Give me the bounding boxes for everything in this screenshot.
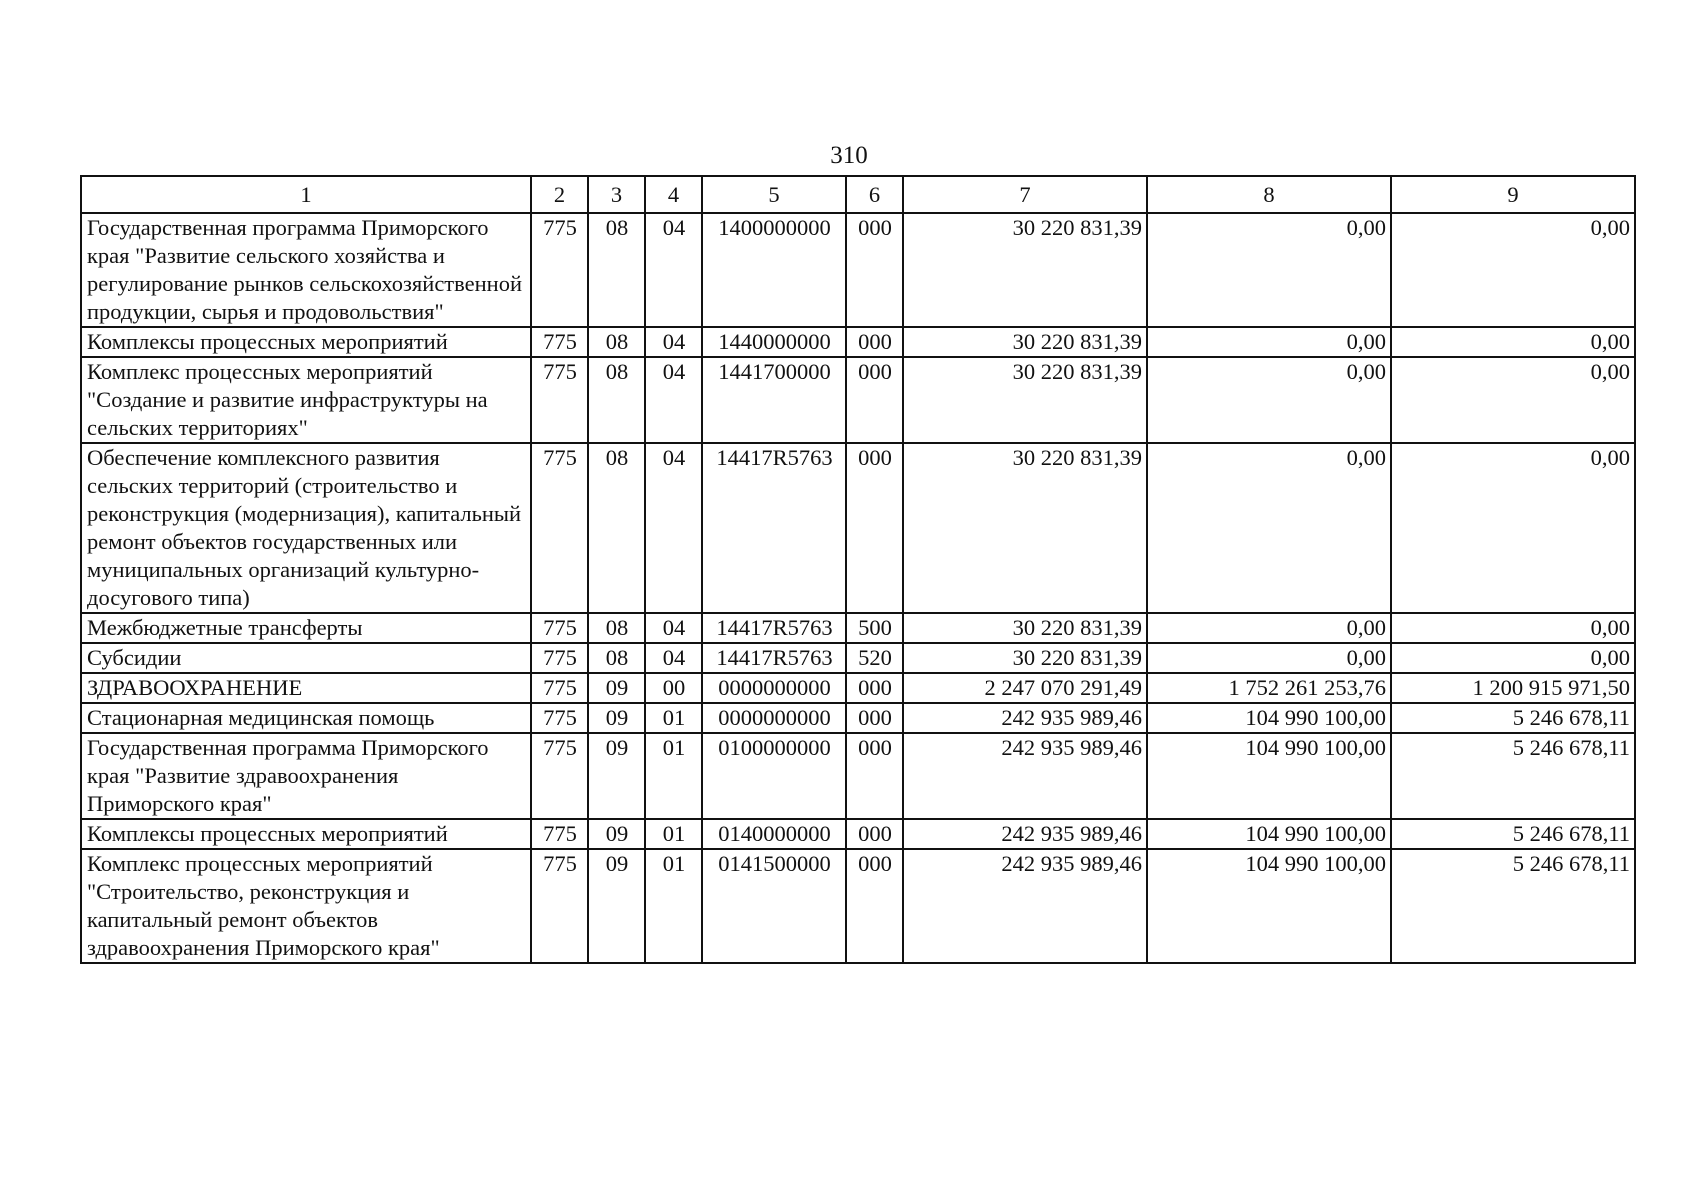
table-row	[81, 849, 1635, 963]
row-name-cell: Обеспечение комплексного развития сельских территорий (строительство и реконструкция (модернизация), капитальный ремонт объектов государственных или муниципальных организаций культурно-досугового типа)	[81, 443, 531, 613]
expense-type-cell: 000	[846, 673, 903, 703]
row-name-cell: Комплекс процессных мероприятий "Строительство, реконструкция и капитальный ремонт объектов здравоохранения Приморского края"	[81, 849, 531, 963]
amount-col9-cell: 5 246 678,11	[1391, 849, 1635, 963]
row-name-cell: Комплексы процессных мероприятий	[81, 327, 531, 357]
ministry-code-cell: 775	[531, 703, 588, 733]
page-number: 310	[830, 142, 868, 169]
subsection-code-cell: 01	[645, 819, 702, 849]
amount-col8-cell: 0,00	[1147, 613, 1391, 643]
ministry-code-cell: 775	[531, 819, 588, 849]
ministry-code-cell: 775	[531, 327, 588, 357]
target-article-cell: 14417R5763	[702, 443, 846, 613]
ministry-code-cell: 775	[531, 733, 588, 819]
amount-col8-cell: 1 752 261 253,76	[1147, 673, 1391, 703]
table-row	[81, 703, 1635, 733]
section-code-cell: 08	[588, 357, 645, 443]
amount-col7-cell: 2 247 070 291,49	[903, 673, 1147, 703]
amount-col9-cell: 5 246 678,11	[1391, 733, 1635, 819]
target-article-cell: 0141500000	[702, 849, 846, 963]
ministry-code-cell: 775	[531, 443, 588, 613]
section-code-cell: 09	[588, 703, 645, 733]
table-row	[81, 733, 1635, 819]
table-row	[81, 213, 1635, 327]
target-article-cell: 1440000000	[702, 327, 846, 357]
target-article-cell: 1441700000	[702, 357, 846, 443]
amount-col8-cell: 0,00	[1147, 327, 1391, 357]
amount-col9-cell: 0,00	[1391, 613, 1635, 643]
section-code-cell: 08	[588, 643, 645, 673]
column-header: 1	[81, 176, 531, 213]
ministry-code-cell: 775	[531, 849, 588, 963]
amount-col7-cell: 30 220 831,39	[903, 213, 1147, 327]
section-code-cell: 08	[588, 327, 645, 357]
section-code-cell: 09	[588, 673, 645, 703]
section-code-cell: 09	[588, 819, 645, 849]
subsection-code-cell: 04	[645, 327, 702, 357]
column-header: 2	[531, 176, 588, 213]
column-header: 5	[702, 176, 846, 213]
row-name-cell: Государственная программа Приморского края "Развитие сельского хозяйства и регулирование рынков сельскохозяйственной продукции, сырья и продовольствия"	[81, 213, 531, 327]
amount-col8-cell: 104 990 100,00	[1147, 849, 1391, 963]
column-header: 9	[1391, 176, 1635, 213]
target-article-cell: 0100000000	[702, 733, 846, 819]
amount-col8-cell: 104 990 100,00	[1147, 819, 1391, 849]
table-row	[81, 819, 1635, 849]
amount-col8-cell: 0,00	[1147, 357, 1391, 443]
table-row	[81, 357, 1635, 443]
section-code-cell: 09	[588, 733, 645, 819]
row-name-cell: Межбюджетные трансферты	[81, 613, 531, 643]
ministry-code-cell: 775	[531, 613, 588, 643]
ministry-code-cell: 775	[531, 357, 588, 443]
expense-type-cell: 520	[846, 643, 903, 673]
amount-col9-cell: 0,00	[1391, 443, 1635, 613]
expense-type-cell: 000	[846, 703, 903, 733]
column-header: 7	[903, 176, 1147, 213]
amount-col9-cell: 0,00	[1391, 643, 1635, 673]
amount-col7-cell: 30 220 831,39	[903, 643, 1147, 673]
amount-col8-cell: 0,00	[1147, 643, 1391, 673]
column-header: 3	[588, 176, 645, 213]
row-name-cell: ЗДРАВООХРАНЕНИЕ	[81, 673, 531, 703]
section-code-cell: 08	[588, 443, 645, 613]
expense-type-cell: 000	[846, 357, 903, 443]
row-name-cell: Государственная программа Приморского края "Развитие здравоохранения Приморского края"	[81, 733, 531, 819]
amount-col9-cell: 0,00	[1391, 357, 1635, 443]
amount-col7-cell: 242 935 989,46	[903, 849, 1147, 963]
section-code-cell: 09	[588, 849, 645, 963]
table-row	[81, 613, 1635, 643]
amount-col9-cell: 5 246 678,11	[1391, 703, 1635, 733]
column-header: 8	[1147, 176, 1391, 213]
subsection-code-cell: 01	[645, 703, 702, 733]
subsection-code-cell: 04	[645, 357, 702, 443]
section-code-cell: 08	[588, 213, 645, 327]
amount-col7-cell: 30 220 831,39	[903, 613, 1147, 643]
column-header: 4	[645, 176, 702, 213]
ministry-code-cell: 775	[531, 673, 588, 703]
amount-col8-cell: 0,00	[1147, 213, 1391, 327]
table-row	[81, 673, 1635, 703]
amount-col9-cell: 0,00	[1391, 213, 1635, 327]
amount-col7-cell: 242 935 989,46	[903, 733, 1147, 819]
target-article-cell: 1400000000	[702, 213, 846, 327]
section-code-cell: 08	[588, 613, 645, 643]
subsection-code-cell: 04	[645, 643, 702, 673]
amount-col7-cell: 30 220 831,39	[903, 443, 1147, 613]
row-name-cell: Комплекс процессных мероприятий "Создание и развитие инфраструктуры на сельских территориях"	[81, 357, 531, 443]
subsection-code-cell: 04	[645, 443, 702, 613]
budget-table	[80, 175, 1636, 964]
table-row	[81, 443, 1635, 613]
expense-type-cell: 000	[846, 733, 903, 819]
amount-col9-cell: 1 200 915 971,50	[1391, 673, 1635, 703]
subsection-code-cell: 01	[645, 733, 702, 819]
amount-col7-cell: 242 935 989,46	[903, 819, 1147, 849]
column-header: 6	[846, 176, 903, 213]
row-name-cell: Субсидии	[81, 643, 531, 673]
expense-type-cell: 000	[846, 327, 903, 357]
row-name-cell: Комплексы процессных мероприятий	[81, 819, 531, 849]
expense-type-cell: 000	[846, 213, 903, 327]
target-article-cell: 0140000000	[702, 819, 846, 849]
amount-col7-cell: 30 220 831,39	[903, 327, 1147, 357]
subsection-code-cell: 04	[645, 213, 702, 327]
header-row	[81, 176, 1635, 213]
subsection-code-cell: 04	[645, 613, 702, 643]
amount-col7-cell: 30 220 831,39	[903, 357, 1147, 443]
table-row	[81, 643, 1635, 673]
target-article-cell: 14417R5763	[702, 643, 846, 673]
expense-type-cell: 000	[846, 849, 903, 963]
amount-col9-cell: 0,00	[1391, 327, 1635, 357]
amount-col9-cell: 5 246 678,11	[1391, 819, 1635, 849]
table-body	[81, 213, 1635, 963]
amount-col8-cell: 104 990 100,00	[1147, 733, 1391, 819]
row-name-cell: Стационарная медицинская помощь	[81, 703, 531, 733]
expense-type-cell: 500	[846, 613, 903, 643]
target-article-cell: 0000000000	[702, 703, 846, 733]
amount-col7-cell: 242 935 989,46	[903, 703, 1147, 733]
target-article-cell: 14417R5763	[702, 613, 846, 643]
table-row	[81, 327, 1635, 357]
ministry-code-cell: 775	[531, 213, 588, 327]
target-article-cell: 0000000000	[702, 673, 846, 703]
expense-type-cell: 000	[846, 443, 903, 613]
subsection-code-cell: 01	[645, 849, 702, 963]
amount-col8-cell: 0,00	[1147, 443, 1391, 613]
ministry-code-cell: 775	[531, 643, 588, 673]
subsection-code-cell: 00	[645, 673, 702, 703]
amount-col8-cell: 104 990 100,00	[1147, 703, 1391, 733]
expense-type-cell: 000	[846, 819, 903, 849]
